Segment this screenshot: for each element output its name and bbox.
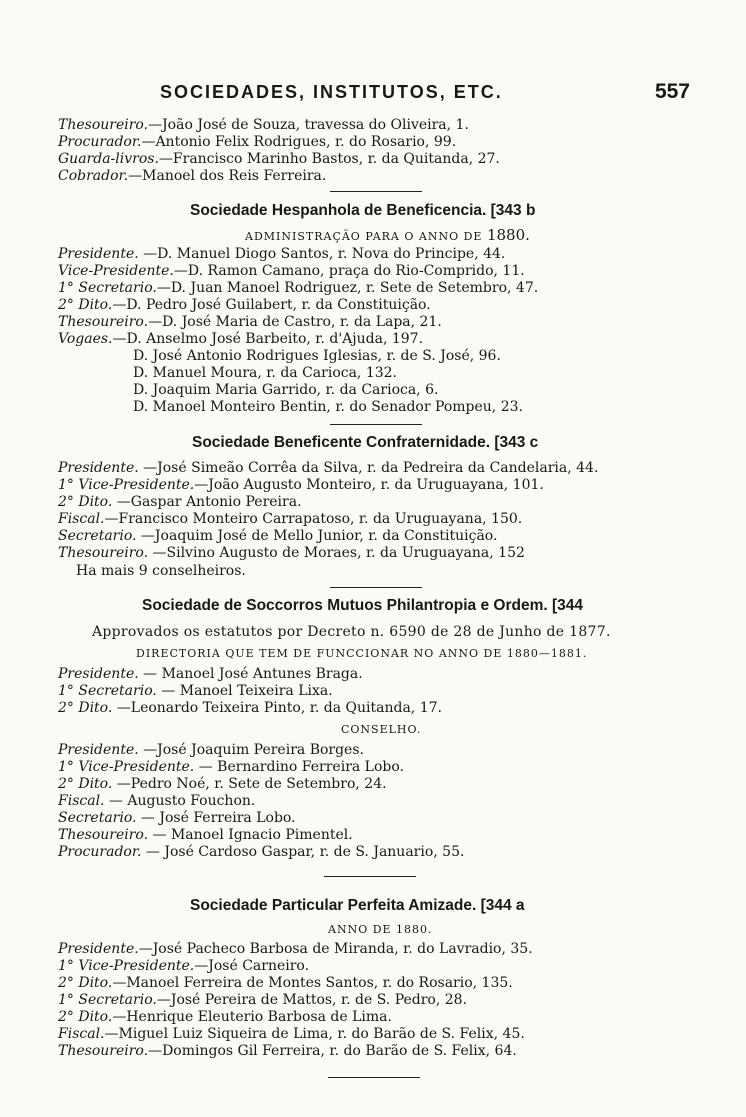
- entry-line: [58, 151, 500, 168]
- entry-line: [58, 477, 544, 494]
- section-heading: Sociedade Particular Perfeita Amizade. [344 a: [190, 897, 525, 914]
- entry-line: Ha mais 9 conselheiros.: [76, 563, 246, 579]
- entry-line: [58, 992, 467, 1009]
- entry-line: [58, 1026, 525, 1043]
- entry-line: [58, 941, 533, 958]
- entry-line: [58, 700, 442, 717]
- entry-text: —José Pereira de Mattos, r. de S. Pedro, 28.: [156, 992, 468, 1008]
- entry-line: [58, 958, 309, 975]
- entry-role: Secretario.: [58, 528, 137, 544]
- section-divider: [328, 1077, 420, 1078]
- section-divider: [330, 424, 422, 425]
- entry-line: [58, 844, 464, 861]
- section-divider: [330, 587, 422, 588]
- entry-text: —João Augusto Monteiro, r. da Uruguayana, 101.: [194, 477, 544, 493]
- approval-line: Approvados os estatutos por Decreto n. 6590 de 28 de Junho de 1877.: [92, 624, 611, 640]
- entry-role: Thesoureiro.: [58, 545, 149, 561]
- entry-text: — Manoel José Antunes Braga.: [138, 666, 363, 682]
- entry-text: —José Carneiro.: [194, 958, 310, 974]
- entry-text: —Pedro Noé, r. Sete de Setembro, 24.: [112, 776, 387, 792]
- entry-text: —D. Ramon Camano, praça do Rio-Comprido, 11.: [173, 263, 525, 279]
- entry-line: D. Manuel Moura, r. da Carioca, 132.: [133, 365, 398, 381]
- entry-role: 1° Vice-Presidente.: [58, 477, 195, 493]
- entry-text: —Antonio Felix Rodrigues, r. do Rosario, 99.: [141, 134, 457, 150]
- entry-line: [58, 742, 364, 759]
- entry-role: Guarda-livros.: [58, 151, 159, 167]
- entry-role: 1° Vice-Presidente.: [58, 958, 195, 974]
- entry-text: —D. José Maria de Castro, r. da Lapa, 21.: [148, 314, 442, 330]
- entry-line: [58, 810, 296, 827]
- entry-line: [58, 460, 598, 477]
- section-subheading: DIRECTORIA QUE TEM DE FUNCCIONAR NO ANNO DE 1880—1881.: [136, 647, 588, 660]
- entry-text: —Henrique Eleuterio Barbosa de Lima.: [112, 1009, 392, 1025]
- entry-text: —João José de Souza, travessa do Oliveira, 1.: [148, 117, 469, 133]
- subheading-text: ADMINISTRAÇÃO PARA O ANNO DE: [245, 230, 483, 243]
- entry-line: [58, 759, 404, 776]
- entry-text: —Miguel Luiz Siqueira de Lima, r. do Barão de S. Felix, 45.: [104, 1026, 525, 1042]
- entry-text: —Leonardo Teixeira Pinto, r. da Quitanda, 17.: [112, 700, 442, 716]
- entry-role: Thesoureiro.: [58, 314, 149, 330]
- entry-text: — Manoel Ignacio Pimentel.: [148, 827, 353, 843]
- section-heading: Sociedade Hespanhola de Beneficencia. [343 b: [190, 202, 536, 219]
- entry-role: Cobrador.: [58, 168, 129, 184]
- entry-text: —José Joaquim Pereira Borges.: [138, 742, 364, 758]
- entry-role: Presidente.: [58, 460, 139, 476]
- entry-line: [58, 117, 469, 134]
- entry-role: 2° Dito.: [58, 700, 113, 716]
- entry-role: Thesoureiro.: [58, 1043, 149, 1059]
- entry-role: 2° Dito.: [58, 1009, 113, 1025]
- entry-line: [58, 263, 525, 280]
- entry-line: [58, 776, 387, 793]
- entry-text: — Bernardino Ferreira Lobo.: [194, 759, 404, 775]
- entry-role: Vogaes.: [58, 331, 113, 347]
- entry-line: [58, 246, 505, 263]
- entry-line: D. Manoel Monteiro Bentin, r. do Senador Pompeu, 23.: [133, 399, 523, 415]
- entry-role: Presidente.: [58, 246, 139, 262]
- entry-line: [58, 793, 255, 810]
- entry-text: — Manoel Teixeira Lixa.: [156, 683, 333, 699]
- page-number: 557: [654, 80, 690, 103]
- section-subheading: CONSELHO.: [341, 723, 422, 736]
- entry-text: —Silvino Augusto de Moraes, r. da Uruguayana, 152: [148, 545, 525, 561]
- entry-role: 1° Secretario.: [58, 683, 157, 699]
- entry-line: [58, 827, 353, 844]
- entry-line: D. Joaquim Maria Garrido, r. da Carioca, 6.: [133, 382, 439, 398]
- entry-line: [58, 297, 431, 314]
- entry-line: D. José Antonio Rodrigues Iglesias, r. de S. José, 96.: [133, 348, 501, 364]
- entry-role: Fiscal.: [58, 1026, 105, 1042]
- entry-line: [58, 168, 326, 185]
- entry-line: [58, 314, 442, 331]
- entry-role: 1° Secretario.: [58, 280, 157, 296]
- page-header: [60, 82, 690, 106]
- section-divider: [330, 191, 422, 192]
- entry-text: —Francisco Marinho Bastos, r. da Quitanda, 27.: [158, 151, 500, 167]
- entry-text: —D. Pedro José Guilabert, r. da Constituição.: [112, 297, 431, 313]
- entry-text: —José Simeão Corrêa da Silva, r. da Pedreira da Candelaria, 44.: [138, 460, 599, 476]
- entry-text: —Francisco Monteiro Carrapatoso, r. da Uruguayana, 150.: [104, 511, 523, 527]
- entry-line: [58, 1043, 517, 1060]
- entry-line: [58, 683, 333, 700]
- entry-line: [58, 528, 497, 545]
- entry-role: Procurador.: [58, 844, 142, 860]
- entry-text: —José Pacheco Barbosa de Miranda, r. do Lavradio, 35.: [138, 941, 533, 957]
- entry-line: [58, 975, 513, 992]
- entry-role: 2° Dito.: [58, 975, 113, 991]
- entry-text: —D. Anselmo José Barbeito, r. d'Ajuda, 197.: [112, 331, 424, 347]
- entry-role: Secretario.: [58, 810, 137, 826]
- entry-text: —Gaspar Antonio Pereira.: [112, 494, 302, 510]
- entry-role: 1° Secretario.: [58, 992, 157, 1008]
- entry-line: [58, 1009, 392, 1026]
- entry-line: [58, 666, 363, 683]
- entry-text: — José Cardoso Gaspar, r. de S. Januario, 55.: [141, 844, 465, 860]
- entry-text: — Augusto Fouchon.: [104, 793, 256, 809]
- entry-line: [58, 331, 423, 348]
- entry-text: — José Ferreira Lobo.: [136, 810, 296, 826]
- entry-line: [58, 511, 522, 528]
- entry-role: Vice-Presidente.: [58, 263, 174, 279]
- section-subheading: [245, 226, 530, 244]
- subheading-year: 1880.: [486, 226, 530, 244]
- entry-role: 2° Dito.: [58, 776, 113, 792]
- entry-text: —Domingos Gil Ferreira, r. do Barão de S. Felix, 64.: [148, 1043, 517, 1059]
- entry-role: 1° Vice-Presidente.: [58, 759, 195, 775]
- entry-role: Presidente.: [58, 941, 139, 957]
- running-title: SOCIEDADES, INSTITUTOS, ETC.: [160, 82, 503, 102]
- entry-role: Thesoureiro.: [58, 827, 149, 843]
- entry-text: —Manoel dos Reis Ferreira.: [128, 168, 327, 184]
- entry-role: 2° Dito.: [58, 297, 113, 313]
- entry-text: —Manoel Ferreira de Montes Santos, r. do Rosario, 135.: [112, 975, 513, 991]
- section-heading: Sociedade Beneficente Confraternidade. [343 c: [192, 434, 539, 451]
- entry-role: 2° Dito.: [58, 494, 113, 510]
- entry-line: [58, 280, 538, 297]
- entry-role: Procurador.: [58, 134, 142, 150]
- entry-text: —D. Juan Manoel Rodriguez, r. Sete de Setembro, 47.: [156, 280, 539, 296]
- entry-text: —Joaquim José de Mello Junior, r. da Constituição.: [136, 528, 498, 544]
- section-heading: Sociedade de Soccorros Mutuos Philantropia e Ordem. [344: [142, 597, 584, 614]
- entry-role: Presidente.: [58, 742, 139, 758]
- entry-line: [58, 494, 302, 511]
- entry-line: [58, 134, 456, 151]
- entry-text: —D. Manuel Diogo Santos, r. Nova do Principe, 44.: [138, 246, 506, 262]
- section-divider: [324, 876, 416, 877]
- entry-role: Presidente.: [58, 666, 139, 682]
- entry-line: [58, 545, 525, 562]
- entry-role: Fiscal.: [58, 793, 105, 809]
- entry-role: Fiscal.: [58, 511, 105, 527]
- section-subheading: ANNO DE 1880.: [328, 923, 433, 936]
- entry-role: Thesoureiro.: [58, 117, 149, 133]
